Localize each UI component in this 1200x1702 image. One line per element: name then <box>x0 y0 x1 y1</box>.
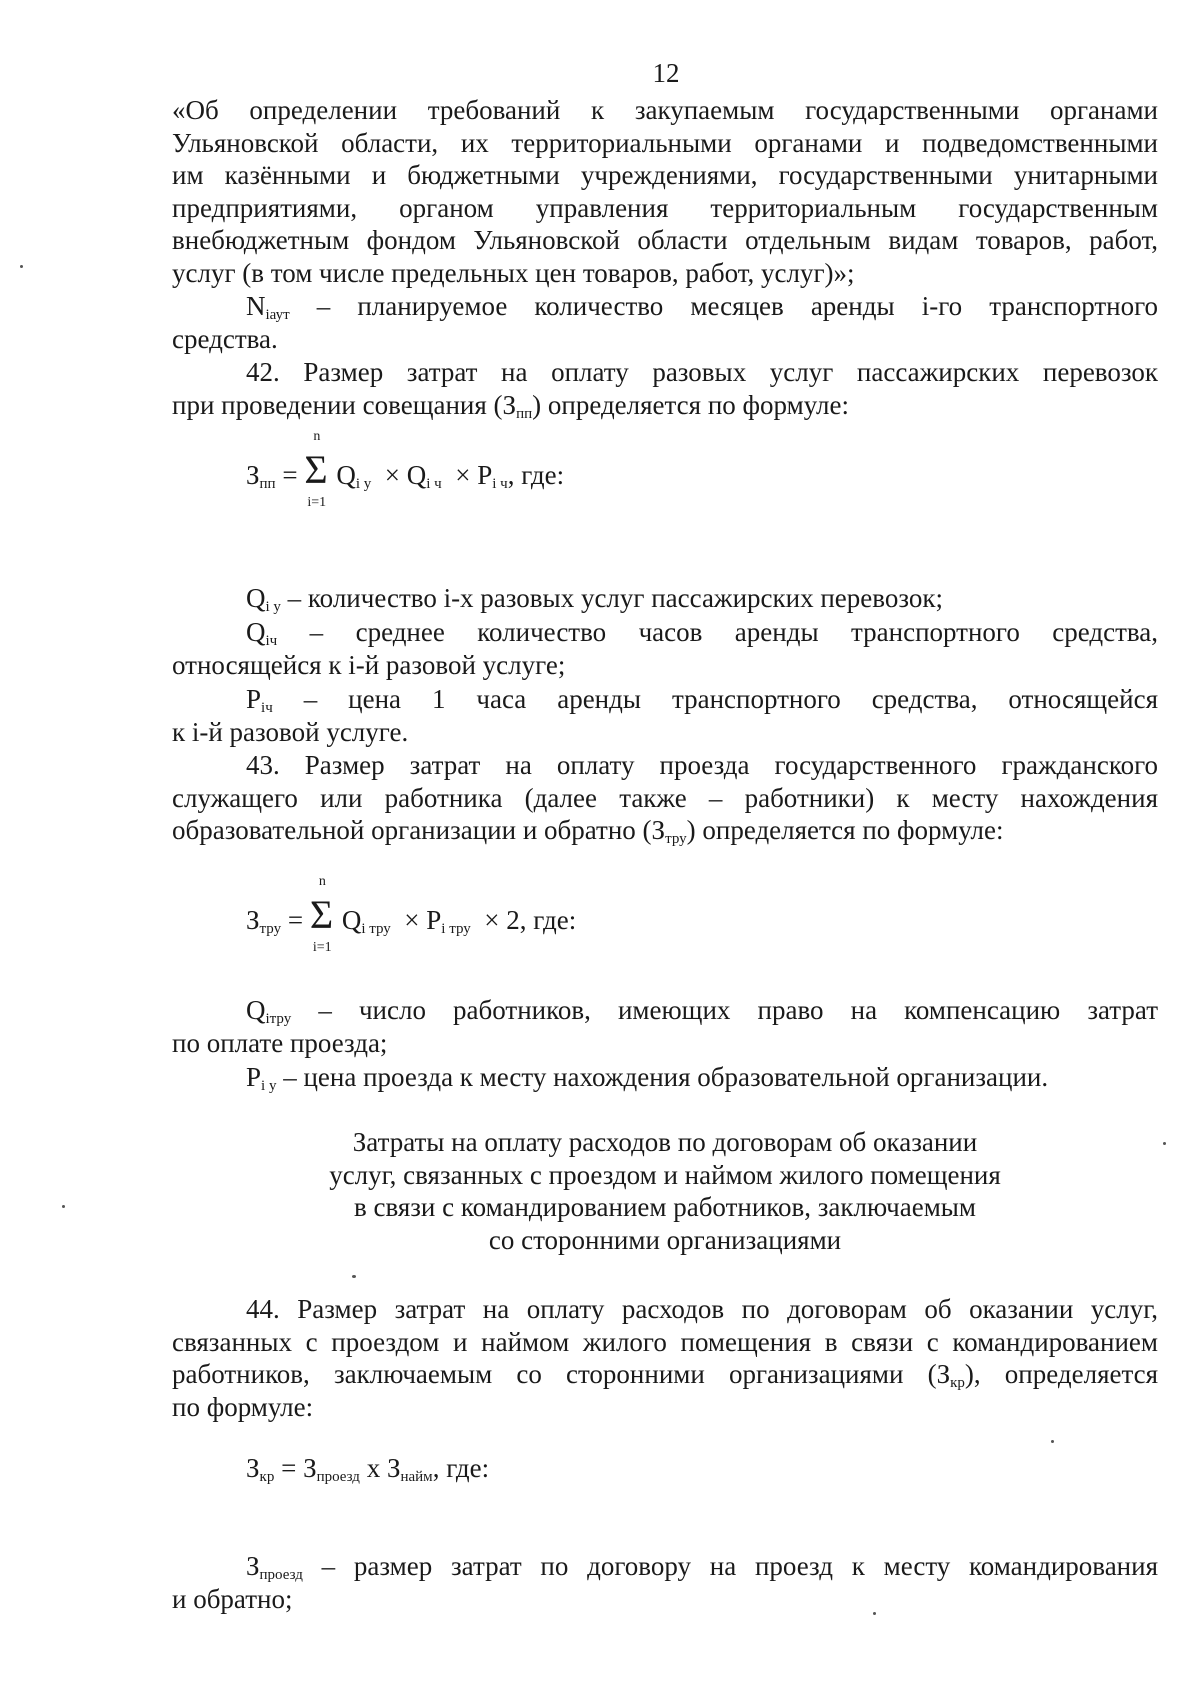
text-line: внебюджетным фондом Ульяновской области отдельным видам товаров, работ, <box>172 225 1158 255</box>
formula-subscript: тру <box>259 921 282 937</box>
heading-line: услуг, связанных с проездом и наймом жилого помещения <box>329 1159 1001 1190</box>
symbol-z: З <box>936 1359 951 1389</box>
formula-subscript: i тру <box>361 921 391 937</box>
symbol-subscript: кр <box>950 1375 965 1391</box>
text-part: ), определяется <box>964 1359 1159 1389</box>
text-line: «Об определении требований к закупаемым государственными органами <box>172 95 1158 125</box>
scan-speck <box>1163 1142 1166 1145</box>
sum-lower-limit: i=1 <box>307 495 327 510</box>
scan-speck <box>873 1612 876 1615</box>
formula-lhs: З <box>246 460 260 490</box>
formula-subscript: проезд <box>316 1469 360 1485</box>
text-line: служащего или работника (далее также – работники) к месту нахождения <box>172 782 1158 813</box>
formula-passenger-transport <box>246 429 565 510</box>
page-number: 12 <box>652 58 680 88</box>
definition-text: – цена проезда к месту нахождения образовательной организации. <box>283 1062 1049 1092</box>
sum-icon: Σ n i=1 <box>304 429 328 510</box>
paragraph-43 <box>172 749 1158 847</box>
scan-speck <box>62 1205 65 1208</box>
formula-subscript: i тру <box>441 921 471 937</box>
formula-subscript: пп <box>259 476 276 492</box>
symbol-subscript: пп <box>516 405 533 422</box>
multiply-sign: × <box>384 460 400 490</box>
text-line <box>172 994 1158 1027</box>
definition-text: – среднее количество часов аренды транспортного средства, <box>309 617 1159 647</box>
formula-term: 2 <box>506 905 520 935</box>
scan-speck <box>20 265 23 268</box>
heading-line: со сторонними организациями <box>488 1224 842 1255</box>
symbol-p: P <box>246 684 262 714</box>
formula-subscript: найм <box>400 1469 433 1485</box>
text-part: ) определяется по формуле: <box>686 815 1004 845</box>
symbol-subscript: iч <box>261 700 273 716</box>
scan-speck <box>352 1275 356 1278</box>
text-line: к i-й разовой услуге. <box>172 716 409 747</box>
formula-end: , где: <box>507 460 565 490</box>
formula-subscript: i ч <box>426 476 442 492</box>
text-line: 43. Размер затрат на оплату проезда государственного гражданского <box>246 750 1158 780</box>
text-line: им казёнными и бюджетными учреждениями, государственными унитарными <box>172 160 1158 190</box>
section-heading <box>172 1126 1158 1256</box>
formula-subscript: кр <box>259 1469 275 1485</box>
symbol-n: N <box>246 291 266 321</box>
multiply-sign: × <box>484 905 500 935</box>
definition-n-iaut <box>172 290 1158 355</box>
formula-end: , где: <box>519 905 577 935</box>
text-line: услуг (в том числе предельных цен товаров, работ, услуг)»; <box>172 257 855 288</box>
text-line: 44. Размер затрат на оплату расходов по договорам об оказании услуг, <box>246 1294 1158 1324</box>
symbol-subscript: i у <box>265 599 281 615</box>
text-part: при проведении совещания ( <box>172 389 503 420</box>
text-line: связанных с проездом и наймом жилого помещения в связи с командированием <box>172 1326 1158 1357</box>
formula-term: З <box>303 1453 317 1483</box>
formula-term: P <box>426 905 442 935</box>
definition-text: – количество i-х разовых услуг пассажирских перевозок; <box>287 583 943 613</box>
formula-term: Q <box>341 905 362 935</box>
definition-p-iy <box>172 1061 1158 1094</box>
symbol-subscript: тру <box>665 831 687 847</box>
text-line <box>172 582 1158 615</box>
text-line: относящейся к i-й разовой услуге; <box>172 649 566 680</box>
symbol-z: З <box>246 1551 260 1581</box>
heading-line: в связи с командированием работников, заключаемым <box>353 1192 977 1222</box>
definition-text: – число работников, имеющих право на компенсацию затрат <box>318 995 1159 1025</box>
paragraph-44 <box>172 1293 1158 1423</box>
formula-education-travel <box>246 874 577 955</box>
text-part: образовательной организации и обратно ( <box>172 815 652 845</box>
sum-lower-limit: i=1 <box>312 940 332 955</box>
paragraph-continuation <box>172 94 1158 289</box>
text-line <box>172 616 1158 649</box>
formula-end: , где: <box>432 1453 490 1483</box>
text-line: предприятиями, органом управления территориальным государственным <box>172 192 1158 223</box>
symbol-subscript: iч <box>265 633 278 649</box>
symbol-z: З <box>651 815 666 845</box>
text-line <box>172 814 1158 847</box>
symbol-q: Q <box>246 617 266 647</box>
text-line: по формуле: <box>172 1391 314 1422</box>
multiply-sign: × <box>404 905 420 935</box>
definition-q-iy <box>172 582 1158 615</box>
symbol-p: P <box>246 1062 262 1092</box>
symbol-z: З <box>502 389 517 420</box>
formula-lhs: З <box>246 905 260 935</box>
text-line: Ульяновской области, их территориальными органами и подведомственными <box>172 127 1158 158</box>
symbol-subscript: проезд <box>259 1567 303 1583</box>
definition-text: – размер затрат по договору на проезд к месту командирования <box>321 1551 1158 1581</box>
multiply-sign: × <box>455 460 471 490</box>
text-line <box>172 1550 1158 1583</box>
definition-text: – цена 1 часа аренды транспортного средства, относящейся <box>303 684 1158 714</box>
formula-term: P <box>477 460 493 490</box>
heading-line: Затраты на оплату расходов по договорам об оказании <box>352 1127 978 1157</box>
formula-term: З <box>386 1453 401 1483</box>
formula-term: Q <box>406 460 427 490</box>
text-line <box>172 389 1158 422</box>
text-line: по оплате проезда; <box>172 1027 388 1058</box>
definition-text: – планируемое количество месяцев аренды i-го транспортного <box>316 291 1159 321</box>
formula-business-trip <box>246 1453 489 1484</box>
equals-sign: = <box>281 1453 297 1483</box>
sum-upper-limit: n <box>313 429 321 444</box>
formula-subscript: i у <box>355 476 372 492</box>
text-line <box>172 683 1158 716</box>
sum-icon: Σ n i=1 <box>309 874 334 955</box>
text-line: 42. Размер затрат на оплату разовых услуг пассажирских перевозок <box>246 357 1158 387</box>
symbol-subscript: i у <box>261 1078 277 1094</box>
symbol-subscript: iтру <box>265 1011 292 1027</box>
text-line <box>172 1061 1158 1094</box>
text-line <box>172 1358 1158 1391</box>
equals-sign: = <box>282 460 298 490</box>
symbol-q: Q <box>246 995 266 1025</box>
paragraph-42 <box>172 356 1158 421</box>
sum-upper-limit: n <box>318 874 326 889</box>
formula-lhs: З <box>246 1453 260 1483</box>
symbol-subscript: iаут <box>265 307 290 323</box>
formula-subscript: i ч <box>492 476 508 492</box>
scan-speck <box>1051 1440 1054 1443</box>
definition-p-ich <box>172 683 1158 748</box>
definition-q-ich <box>172 616 1158 681</box>
definition-q-itru <box>172 994 1158 1059</box>
definition-z-proezd <box>172 1550 1158 1615</box>
text-part: ) определяется по формуле: <box>532 389 849 420</box>
formula-term: Q <box>336 460 356 490</box>
equals-sign: = <box>287 905 304 935</box>
text-line: средства. <box>172 323 278 354</box>
multiply-sign: x <box>366 1453 381 1483</box>
text-line <box>172 290 1158 323</box>
text-line: и обратно; <box>172 1583 293 1614</box>
text-part: работников, заключаемым со сторонними организациями ( <box>172 1359 937 1389</box>
symbol-q: Q <box>246 583 266 613</box>
